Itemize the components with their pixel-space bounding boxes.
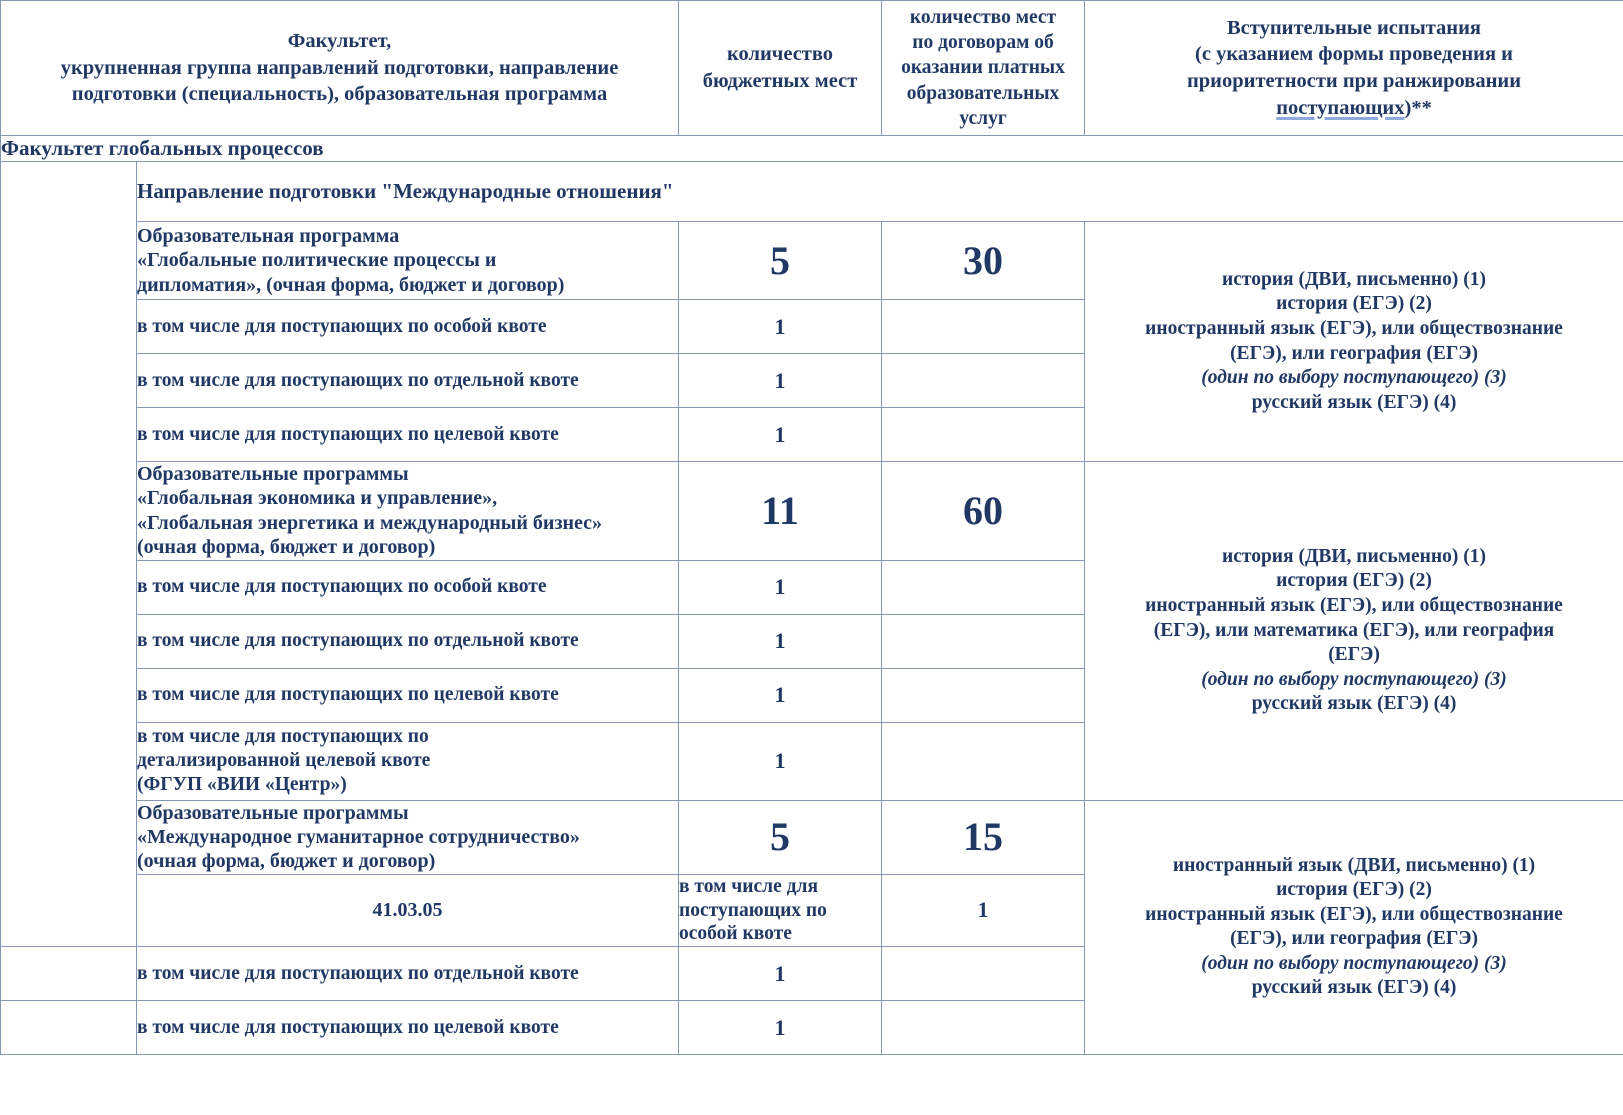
header-exams-line2: (с указанием формы проведения и [1195, 43, 1513, 66]
program-title-international-humanitarian-cooperation [137, 800, 679, 874]
header-budget-line2: бюджетных мест [702, 70, 858, 92]
paid-places-global-political-processes: 30 [882, 222, 1085, 300]
program-title-line2: «Международное гуманитарное сотрудничество» [137, 825, 580, 848]
table-body [1, 136, 1623, 1055]
header-exams-line1: Вступительные испытания [1227, 16, 1482, 39]
quota-label-special: в том числе для поступающих по особой квоте [137, 560, 679, 614]
exam-line-choice-note: (один по выбору поступающего) (3) [1201, 367, 1507, 389]
quota-budget-separate: 1 [679, 947, 882, 1001]
program-title-line3: «Глобальная энергетика и международный бизнес» [137, 511, 603, 534]
quota-paid-target [882, 408, 1085, 462]
quota-budget-target: 1 [679, 1001, 882, 1055]
direction-title: Направление подготовки "Международные отношения" [137, 162, 1623, 222]
header-row [1, 1, 1623, 136]
exam-line: история (ДВИ, письменно) (1) [1222, 268, 1487, 290]
exam-line: русский язык (ЕГЭ) (4) [1251, 977, 1457, 999]
exams-international-humanitarian-cooperation [1085, 800, 1623, 1055]
exams-global-economy-energy [1085, 462, 1623, 801]
paid-places-global-economy-energy: 60 [882, 462, 1085, 561]
quota-budget-special: 1 [679, 560, 882, 614]
budget-places-global-economy-energy: 11 [679, 462, 882, 561]
program-title-line2: «Глобальные политические процессы и [137, 249, 497, 272]
header-paid-line2: по договорам об [912, 31, 1054, 53]
quota-detailed-line2: детализированной целевой квоте [137, 750, 431, 772]
exam-line: (ЕГЭ) [1328, 644, 1380, 666]
program-title-global-economy-energy [137, 462, 679, 561]
exam-line: история (ЕГЭ) (2) [1276, 293, 1432, 315]
quota-paid-separate [882, 354, 1085, 408]
quota-paid-separate [882, 947, 1085, 1001]
quota-paid-target [882, 668, 1085, 722]
quota-paid-separate [882, 614, 1085, 668]
budget-places-global-political-processes: 5 [679, 222, 882, 300]
header-exams-line3: приоритетности при ранжировании [1186, 70, 1522, 92]
quota-label-separate: в том числе для поступающих по отдельной квоте [137, 614, 679, 668]
header-paid-line1: количество мест [909, 6, 1057, 28]
quota-paid-target [882, 1001, 1085, 1055]
quota-label-target: в том числе для поступающих по целевой квоте [137, 668, 679, 722]
exam-line: русский язык (ЕГЭ) (4) [1251, 391, 1457, 413]
header-exams-footnote: )** [1404, 96, 1432, 119]
program-title-line1: Образовательная программа [137, 224, 400, 247]
quota-budget-target: 1 [679, 408, 882, 462]
program-title-global-political-processes [137, 222, 679, 300]
quota-budget-special: 1 [679, 300, 882, 354]
program-row-main [1, 462, 1623, 561]
program-row-main [1, 222, 1623, 300]
header-program-line1: Факультет, [287, 30, 392, 53]
paid-places-international-humanitarian-cooperation: 15 [882, 800, 1085, 874]
header-program-column [1, 1, 679, 136]
exam-line-choice-note: (один по выбору поступающего) (3) [1201, 668, 1507, 690]
exam-line-choice-note: (один по выбору поступающего) (3) [1201, 952, 1507, 974]
quota-label-detailed-target [137, 722, 679, 800]
header-paid-line5: услуг [959, 108, 1007, 130]
program-title-line3: дипломатия», (очная форма, бюджет и договор) [137, 273, 565, 296]
exam-line: иностранный язык (ЕГЭ), или обществознание [1145, 317, 1563, 339]
exam-line: история (ДВИ, письменно) (1) [1222, 545, 1487, 567]
exam-line: история (ЕГЭ) (2) [1276, 570, 1432, 592]
header-paid-column [882, 1, 1085, 136]
program-code: 41.03.05 [137, 874, 679, 946]
code-spacer-top [1, 162, 137, 947]
quota-budget-separate: 1 [679, 614, 882, 668]
quota-paid-special [882, 300, 1085, 354]
code-spacer [1, 1001, 137, 1055]
program-title-line1: Образовательные программы [137, 801, 409, 824]
table-header [1, 1, 1623, 136]
exam-line: (ЕГЭ), или география (ЕГЭ) [1230, 342, 1478, 364]
quota-label-target: в том числе для поступающих по целевой квоте [137, 408, 679, 462]
header-paid-line3: оказании платных [901, 57, 1065, 79]
quota-budget-separate: 1 [679, 354, 882, 408]
quota-label-target: в том числе для поступающих по целевой квоте [137, 1001, 679, 1055]
quota-label-special: в том числе для поступающих по особой квоте [679, 874, 882, 946]
quota-budget-target: 1 [679, 668, 882, 722]
exam-line: иностранный язык (ЕГЭ), или обществознание [1145, 594, 1563, 616]
program-row-main [1, 800, 1623, 874]
quota-label-special: в том числе для поступающих по особой квоте [137, 300, 679, 354]
code-spacer [1, 947, 137, 1001]
quota-label-separate: в том числе для поступающих по отдельной квоте [137, 947, 679, 1001]
header-exams-underlined-word: поступающих [1276, 96, 1405, 119]
exam-line: русский язык (ЕГЭ) (4) [1251, 693, 1457, 715]
header-budget-line1: количество [726, 43, 834, 66]
program-title-line2: «Глобальная экономика и управление», [137, 487, 498, 510]
header-program-line2: укрупненная группа направлений подготовки, направление [60, 56, 619, 79]
quota-budget-detailed-target: 1 [679, 722, 882, 800]
header-budget-column [679, 1, 882, 136]
quota-label-separate: в том числе для поступающих по отдельной квоте [137, 354, 679, 408]
exam-line: история (ЕГЭ) (2) [1276, 879, 1432, 901]
program-title-line3: (очная форма, бюджет и договор) [137, 850, 436, 873]
exam-line: (ЕГЭ), или математика (ЕГЭ), или география [1153, 619, 1555, 641]
budget-places-international-humanitarian-cooperation: 5 [679, 800, 882, 874]
faculty-title: Факультет глобальных процессов [1, 136, 1623, 162]
quota-detailed-organization: (ФГУП «ВИИ «Центр») [137, 773, 347, 795]
exam-line: иностранный язык (ДВИ, письменно) (1) [1172, 854, 1536, 876]
program-title-line4: (очная форма, бюджет и договор) [137, 536, 436, 559]
exams-global-political-processes [1085, 222, 1623, 462]
header-paid-line4: образовательных [906, 82, 1060, 104]
program-title-line1: Образовательные программы [137, 463, 409, 485]
header-exams-column [1085, 1, 1623, 136]
quota-budget-special: 1 [882, 874, 1085, 946]
faculty-row [1, 136, 1623, 162]
header-program-line3: подготовки (специальность), образовательная программа [71, 83, 608, 106]
exam-line: (ЕГЭ), или география (ЕГЭ) [1230, 928, 1478, 950]
quota-detailed-line1: в том числе для поступающих по [137, 726, 429, 748]
quota-paid-special [882, 560, 1085, 614]
quota-paid-detailed-target [882, 722, 1085, 800]
direction-row [1, 162, 1623, 222]
header-exams-line4 [1085, 95, 1623, 122]
exam-line: иностранный язык (ЕГЭ), или обществознание [1145, 903, 1563, 925]
